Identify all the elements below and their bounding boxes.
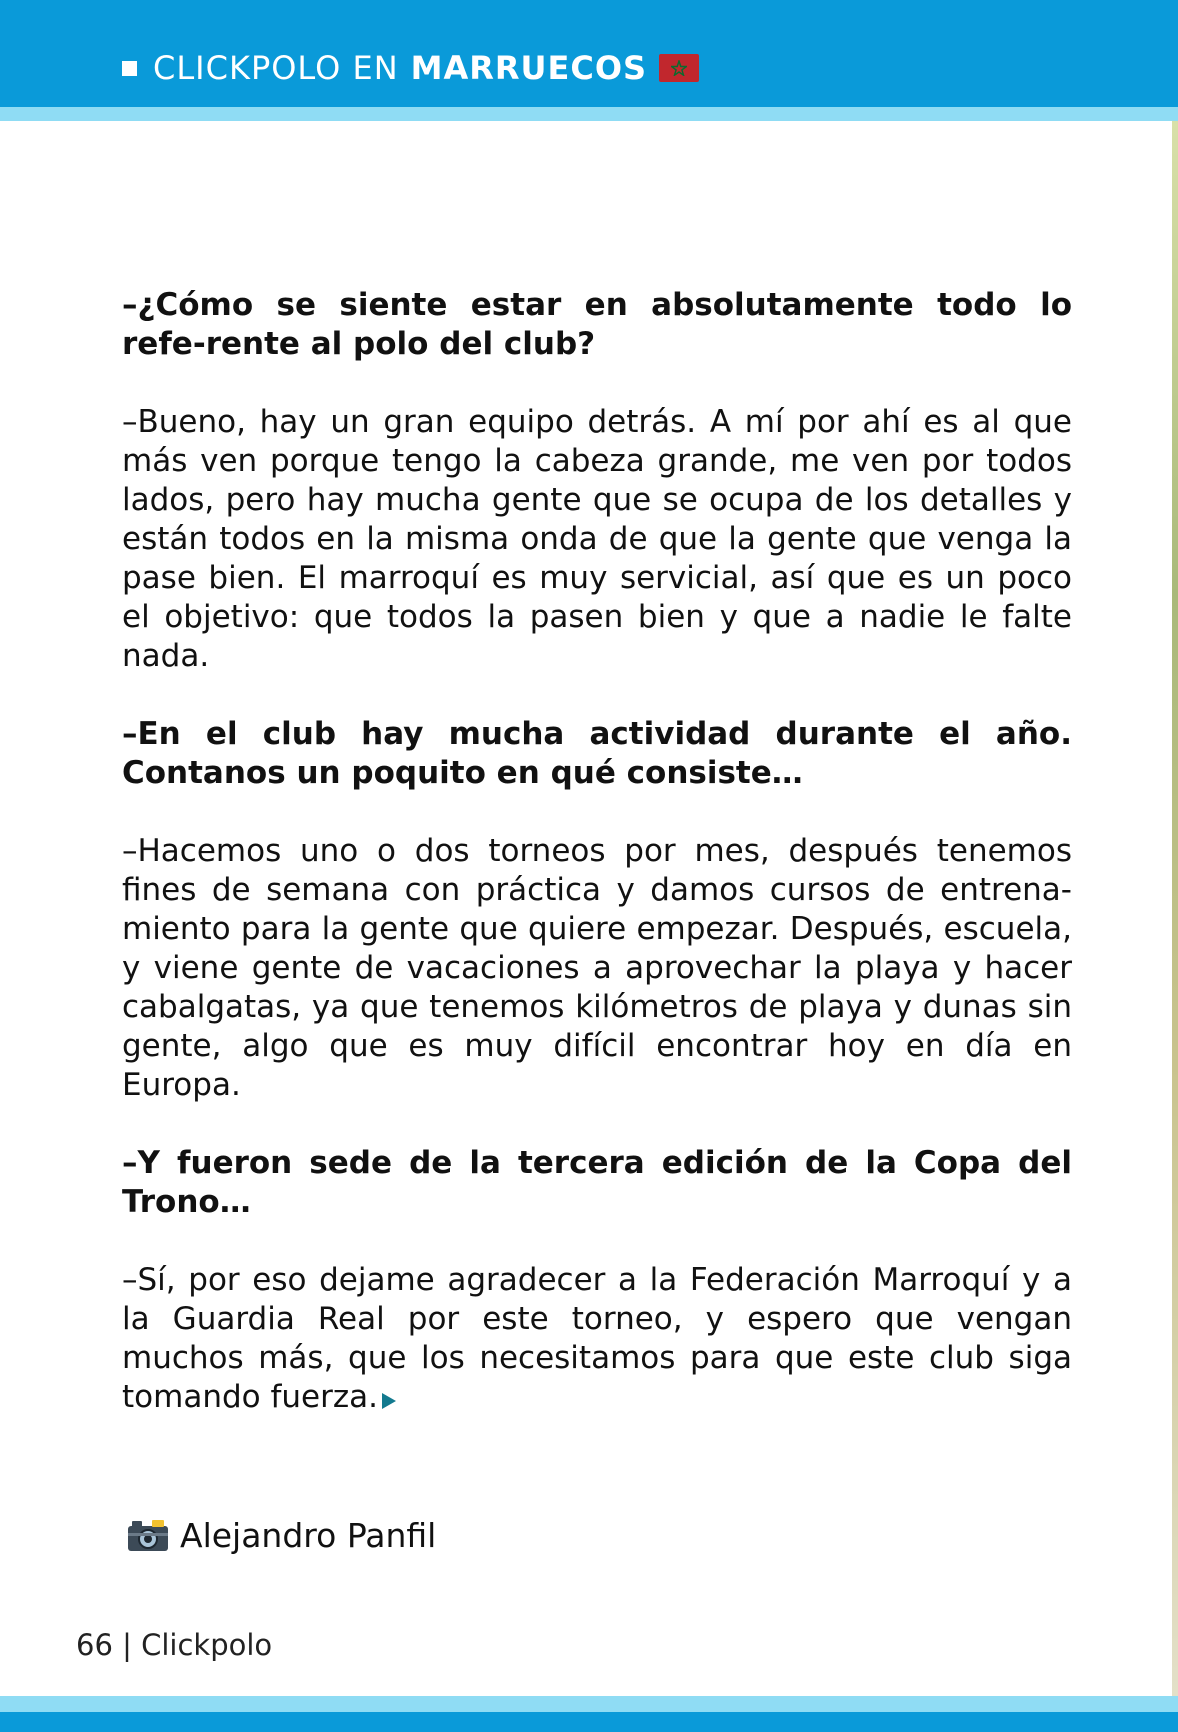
section-title <box>122 46 699 90</box>
section-title-regular: CLICKPOLO EN <box>153 49 399 87</box>
morocco-flag-icon <box>659 54 699 82</box>
end-of-article-triangle-icon <box>382 1393 396 1409</box>
footer-separator: | <box>122 1628 132 1662</box>
interview-answer-last <box>122 1261 1072 1417</box>
camera-flash-icon <box>126 1517 170 1553</box>
section-title-bold: MARRUECOS <box>410 49 648 87</box>
bullet-square-icon <box>122 61 137 76</box>
photo-credit <box>126 1513 436 1557</box>
footer-stripe <box>0 1696 1178 1712</box>
publication-name: Clickpolo <box>141 1628 273 1662</box>
interview-answer-text: –Sí, por eso dejame agradecer a la Federación Marroquí y a la Guardia Real por este torneo, y espero que vengan muchos más, que los necesitamos para que este club siga tomando fuerza. <box>122 1262 1072 1415</box>
interview-answer: –Hacemos uno o dos torneos por mes, después tenemos fines de semana con práctica y damos cursos de entrena-miento para la gente que quiere empezar. Después, escuela, y viene gente de vacaciones a aprovechar la playa y hacer cabalgatas, ya que tenemos kilómetros de playa y dunas sin gente, algo que es muy difícil encontrar hoy en día en Europa. <box>122 833 1072 1103</box>
page-number: 66 <box>76 1628 113 1662</box>
page-footer <box>76 1628 272 1662</box>
photographer-name: Alejandro Panfil <box>180 1515 437 1555</box>
interview-question: –¿Cómo se siente estar en absolutamente todo lo refe-rente al polo del club? <box>122 287 1072 362</box>
interview-question: –Y fueron sede de la tercera edición de la Copa del Trono… <box>122 1145 1072 1220</box>
footer-bar <box>0 1712 1178 1732</box>
header-stripe <box>0 107 1178 121</box>
interview-answer: –Bueno, hay un gran equipo detrás. A mí por ahí es al que más ven porque tengo la cabeza grande, me ven por todos lados, pero hay mucha gente que se ocupa de los detalles y están todos en la misma onda de que la gente que venga la pase bien. El marroquí es muy servicial, así que es un poco el objetivo: que todos la pasen bien y que a nadie le falte nada. <box>122 404 1072 674</box>
interview-question: –En el club hay mucha actividad durante el año. Contanos un poquito en qué consiste… <box>122 716 1072 791</box>
adjacent-page-edge <box>1172 121 1178 1696</box>
interview-body <box>122 286 1072 1456</box>
